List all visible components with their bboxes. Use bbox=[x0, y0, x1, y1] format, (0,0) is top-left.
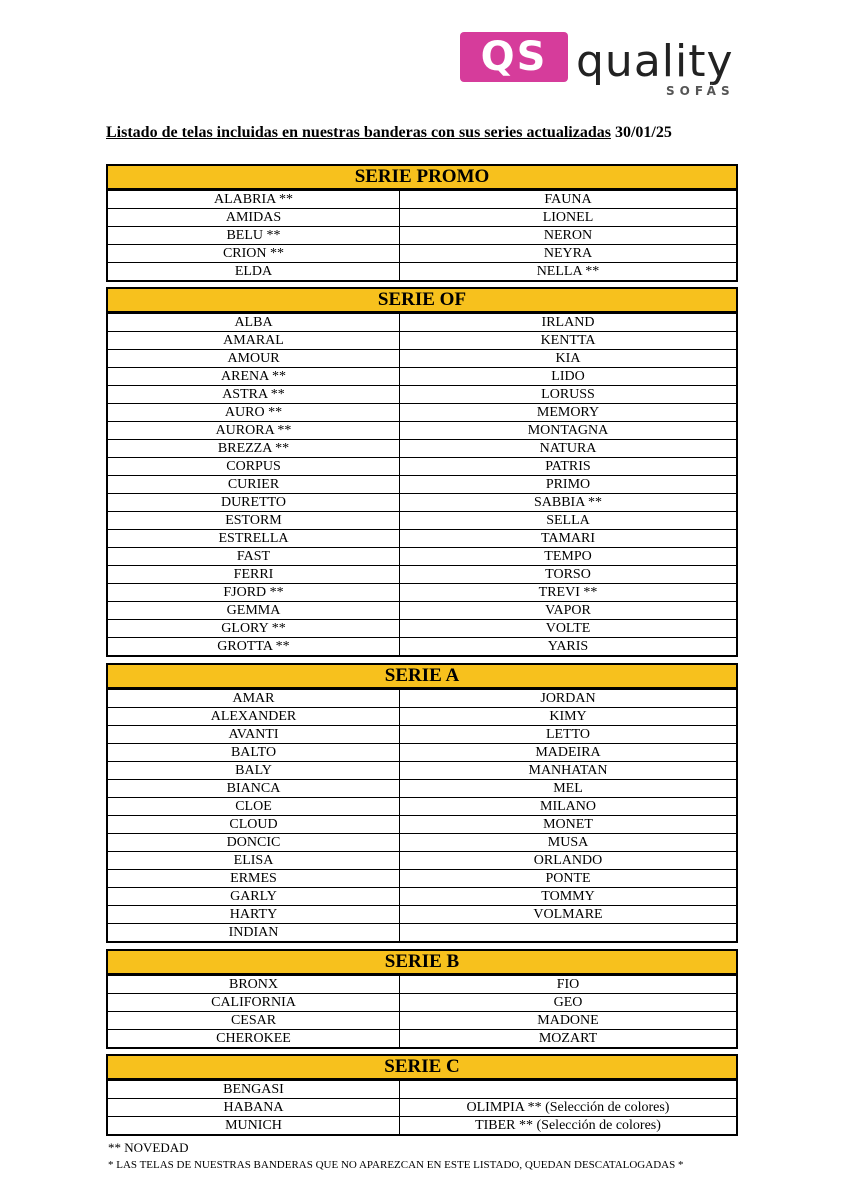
fabric-name-right: FAUNA bbox=[544, 192, 592, 207]
table-row bbox=[108, 779, 736, 797]
fabric-name-left: ESTRELLA bbox=[108, 530, 400, 547]
series-table bbox=[106, 164, 738, 282]
fabric-name-left: CURIER bbox=[108, 476, 400, 493]
fabric-name-left: ALBA bbox=[108, 314, 400, 331]
novedad-note: ** NOVEDAD bbox=[108, 1140, 189, 1155]
table-row bbox=[108, 725, 736, 743]
fabric-name-left: BRONX bbox=[108, 976, 400, 993]
table-row bbox=[108, 851, 736, 869]
fabric-name-left: ARENA ** bbox=[108, 368, 400, 385]
table-row bbox=[108, 975, 736, 993]
series-table bbox=[106, 287, 738, 657]
fabric-name-left: AVANTI bbox=[108, 726, 400, 743]
fabric-name-right: LIONEL bbox=[542, 210, 594, 225]
fabric-name-left: BREZZA ** bbox=[108, 440, 400, 457]
table-row bbox=[108, 385, 736, 403]
series-table bbox=[106, 663, 738, 943]
fabric-name-right: TAMARI bbox=[540, 531, 596, 546]
table-row bbox=[108, 565, 736, 583]
fabric-name-left: BALY bbox=[108, 762, 400, 779]
fabric-name-left: ERMES bbox=[108, 870, 400, 887]
fabric-name-right: MADONE bbox=[537, 1013, 599, 1028]
fabric-name-right: JORDAN bbox=[540, 691, 596, 706]
table-row bbox=[108, 707, 736, 725]
fabric-name-right: MEL bbox=[553, 781, 583, 796]
fabric-name-left: AURO ** bbox=[108, 404, 400, 421]
table-row bbox=[108, 331, 736, 349]
series-table bbox=[106, 949, 738, 1049]
table-row bbox=[108, 637, 736, 655]
fabric-name-left: AMARAL bbox=[108, 332, 400, 349]
fabric-name-right: NATURA bbox=[539, 441, 597, 456]
fabric-name-left: ELISA bbox=[108, 852, 400, 869]
series-title: SERIE C bbox=[108, 1056, 736, 1080]
fabric-name-right: VOLTE bbox=[545, 621, 591, 636]
table-row bbox=[108, 689, 736, 707]
fabric-name-right: GEO bbox=[553, 995, 583, 1010]
fabric-name-right: VOLMARE bbox=[533, 907, 603, 922]
fabric-name-right: IRLAND bbox=[541, 315, 595, 330]
fabric-name-right: NERON bbox=[543, 228, 593, 243]
brand-logo bbox=[460, 32, 790, 100]
page-title-date: 30/01/25 bbox=[614, 124, 672, 141]
table-row bbox=[108, 244, 736, 262]
fabric-name-right: TOMMY bbox=[541, 889, 595, 904]
table-row bbox=[108, 993, 736, 1011]
fabric-name-right: MONTAGNA bbox=[527, 423, 609, 438]
fabric-name-right: FIO bbox=[556, 977, 580, 992]
table-row bbox=[108, 743, 736, 761]
fabric-name-left: ELDA bbox=[108, 263, 400, 280]
table-row bbox=[108, 262, 736, 280]
fabric-name-left: GARLY bbox=[108, 888, 400, 905]
table-row bbox=[108, 1011, 736, 1029]
fabric-name-left: GROTTA ** bbox=[108, 638, 400, 655]
table-row bbox=[108, 439, 736, 457]
table-row bbox=[108, 349, 736, 367]
fabric-name-left: CLOE bbox=[108, 798, 400, 815]
fabric-name-left: GLORY ** bbox=[108, 620, 400, 637]
fabric-name-right: PATRIS bbox=[545, 459, 591, 474]
fabric-name-right: KENTTA bbox=[540, 333, 596, 348]
table-row bbox=[108, 761, 736, 779]
fabric-name-left: FJORD ** bbox=[108, 584, 400, 601]
table-row bbox=[108, 923, 736, 941]
fabric-name-right: TORSO bbox=[545, 567, 591, 582]
table-row bbox=[108, 547, 736, 565]
fabric-name-right bbox=[400, 924, 736, 941]
fabric-name-left: INDIAN bbox=[108, 924, 400, 941]
fabric-name-right: KIA bbox=[555, 351, 581, 366]
fabric-name-right: LIDO bbox=[551, 369, 585, 384]
fabric-name-right: SABBIA ** bbox=[533, 495, 603, 510]
table-row bbox=[108, 475, 736, 493]
table-row bbox=[108, 797, 736, 815]
fabric-name-left: GEMMA bbox=[108, 602, 400, 619]
fabric-name-left: BIANCA bbox=[108, 780, 400, 797]
fabric-name-left: CALIFORNIA bbox=[108, 994, 400, 1011]
series-table bbox=[106, 1054, 738, 1136]
fabric-name-right: TIBER ** (Selección de colores) bbox=[475, 1118, 661, 1133]
table-row bbox=[108, 403, 736, 421]
table-row bbox=[108, 1116, 736, 1134]
table-row bbox=[108, 887, 736, 905]
fabric-name-right: MUSA bbox=[547, 835, 589, 850]
fabric-name-left: CHEROKEE bbox=[108, 1030, 400, 1047]
fabric-name-left: CESAR bbox=[108, 1012, 400, 1029]
logo-word: quality bbox=[576, 36, 734, 87]
fabric-name-right: PRIMO bbox=[545, 477, 591, 492]
table-row bbox=[108, 619, 736, 637]
fabric-name-right: NEYRA bbox=[543, 246, 593, 261]
fabric-name-left: AMOUR bbox=[108, 350, 400, 367]
fabric-name-left: FAST bbox=[108, 548, 400, 565]
fabric-name-right: MEMORY bbox=[536, 405, 600, 420]
fabric-name-right: MADEIRA bbox=[535, 745, 601, 760]
discontinued-note: * LAS TELAS DE NUESTRAS BANDERAS QUE NO APAREZCAN EN ESTE LISTADO, QUEDAN DESCATALOGADAS * bbox=[108, 1159, 684, 1171]
table-row bbox=[108, 457, 736, 475]
series-title: SERIE OF bbox=[108, 289, 736, 313]
fabric-name-left: HARTY bbox=[108, 906, 400, 923]
logo-mark-text: QS bbox=[480, 34, 548, 80]
fabric-name-right: KIMY bbox=[549, 709, 587, 724]
fabric-name-left: CRION ** bbox=[108, 245, 400, 262]
page-title bbox=[106, 124, 672, 142]
table-row bbox=[108, 493, 736, 511]
fabric-name-right: LETTO bbox=[545, 727, 591, 742]
fabric-name-left: FERRI bbox=[108, 566, 400, 583]
fabric-name-right: OLIMPIA ** (Selección de colores) bbox=[466, 1100, 670, 1115]
table-row bbox=[108, 1080, 736, 1098]
series-title: SERIE PROMO bbox=[108, 166, 736, 190]
fabric-name-left: ALABRIA ** bbox=[108, 191, 400, 208]
logo-subtitle: SOFÁS bbox=[666, 84, 735, 98]
fabric-name-left: ALEXANDER bbox=[108, 708, 400, 725]
fabric-name-left: DURETTO bbox=[108, 494, 400, 511]
fabric-name-left: ESTORM bbox=[108, 512, 400, 529]
table-row bbox=[108, 601, 736, 619]
table-row bbox=[108, 1029, 736, 1047]
fabric-name-left: CORPUS bbox=[108, 458, 400, 475]
fabric-name-right bbox=[400, 1081, 736, 1098]
table-row bbox=[108, 833, 736, 851]
table-row bbox=[108, 511, 736, 529]
fabric-name-right: MONET bbox=[543, 817, 593, 832]
page-title-text: Listado de telas incluidas en nuestras banderas con sus series actualizadas bbox=[106, 124, 611, 141]
fabric-name-left: AMAR bbox=[108, 690, 400, 707]
series-title: SERIE B bbox=[108, 951, 736, 975]
table-row bbox=[108, 905, 736, 923]
fabric-name-right: VAPOR bbox=[545, 603, 591, 618]
fabric-name-left: DONCIC bbox=[108, 834, 400, 851]
table-row bbox=[108, 208, 736, 226]
fabric-name-right: SELLA bbox=[546, 513, 590, 528]
table-row bbox=[108, 583, 736, 601]
table-row bbox=[108, 815, 736, 833]
table-row bbox=[108, 869, 736, 887]
table-row bbox=[108, 421, 736, 439]
fabric-name-right: PONTE bbox=[545, 871, 591, 886]
logo-mark bbox=[460, 32, 568, 82]
fabric-name-left: BENGASI bbox=[108, 1081, 400, 1098]
fabric-name-right: LORUSS bbox=[541, 387, 595, 402]
table-row bbox=[108, 529, 736, 547]
fabric-name-left: ASTRA ** bbox=[108, 386, 400, 403]
fabric-name-right: TEMPO bbox=[544, 549, 592, 564]
fabric-name-right: MANHATAN bbox=[528, 763, 608, 778]
fabric-name-right: MOZART bbox=[538, 1031, 598, 1046]
fabric-name-left: MUNICH bbox=[108, 1117, 400, 1134]
fabric-name-right: ORLANDO bbox=[533, 853, 603, 868]
series-title: SERIE A bbox=[108, 665, 736, 689]
fabric-name-left: AMIDAS bbox=[108, 209, 400, 226]
fabric-name-left: BALTO bbox=[108, 744, 400, 761]
fabric-name-left: AURORA ** bbox=[108, 422, 400, 439]
table-row bbox=[108, 367, 736, 385]
fabric-name-left: HABANA bbox=[108, 1099, 400, 1116]
fabric-name-right: TREVI ** bbox=[538, 585, 598, 600]
fabric-name-left: BELU ** bbox=[108, 227, 400, 244]
table-row bbox=[108, 313, 736, 331]
fabric-name-left: CLOUD bbox=[108, 816, 400, 833]
table-row bbox=[108, 226, 736, 244]
fabric-name-right: MILANO bbox=[540, 799, 596, 814]
fabric-name-right: NELLA ** bbox=[536, 264, 600, 279]
table-row bbox=[108, 190, 736, 208]
fabric-name-right: YARIS bbox=[547, 639, 589, 654]
table-row bbox=[108, 1098, 736, 1116]
